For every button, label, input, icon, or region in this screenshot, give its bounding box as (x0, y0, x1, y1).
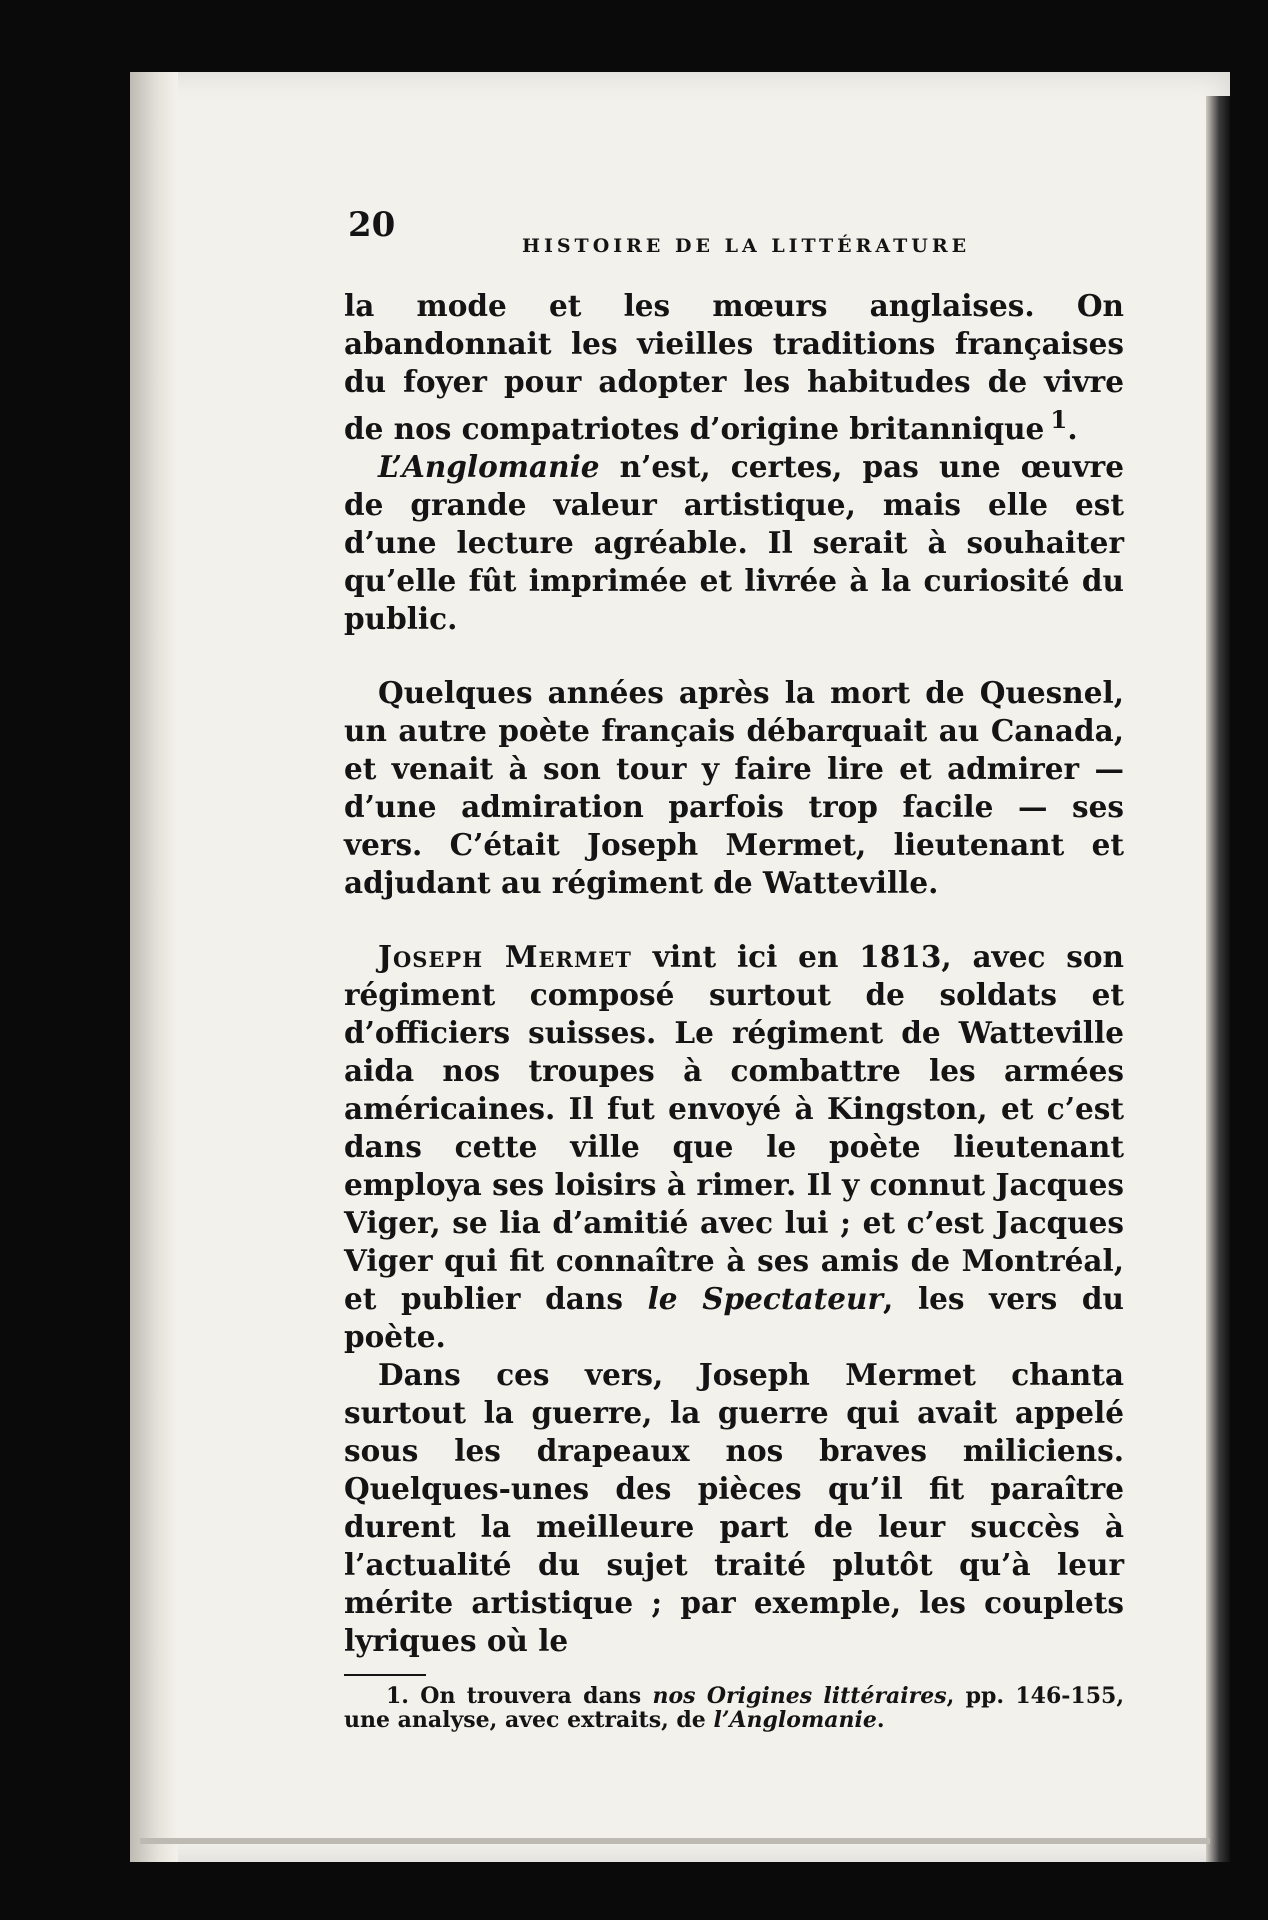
footnote-divider (344, 1674, 426, 1676)
page-header (344, 205, 1124, 265)
page-content (344, 205, 1124, 1732)
paragraph-5 (344, 1356, 1124, 1660)
paragraph-2-text: n’est, certes, pas une œuvre de grande valeur artistique, mais elle est d’une lecture agréable. Il serait à souhaiter qu’elle fût imprimée et livrée à la curiosité du public. (344, 448, 1124, 636)
page-right-edge (1206, 96, 1230, 1862)
paragraph-4-text-a: vint ici en 1813, avec son régiment composé surtout de soldats et d’officiers suisses. Le régiment de Watteville aida nos troupes à combattre les armées américaines. Il fut envoyé à Kingston, et c’est dans cette ville que le poète lieutenant employa ses loisirs à rimer. Il y connut Jacques Viger, se lia d’amitié avec lui ; et c’est Jacques Viger qui fit connaître à ses amis de Montréal, et publier dans (344, 938, 1124, 1316)
paragraph-5-text: Dans ces vers, Joseph Mermet chanta surtout la guerre, la guerre qui avait appelé sous les drapeaux nos braves miliciens. Quelques-unes des pièces qu’il fit paraître durent la meilleure part de leur succès à l’actualité du sujet traité plutôt qu’à leur mérite artistique ; par exemple, les couplets lyriques où le (344, 1356, 1124, 1658)
paragraph-1 (344, 287, 1124, 448)
footnote-marker: 1 (1050, 405, 1068, 434)
running-title: HISTOIRE DE LA LITTÉRATURE (522, 235, 971, 257)
paragraph-3 (344, 674, 1124, 902)
page-bottom-edge (140, 1838, 1210, 1844)
paragraph-3-text: Quelques années après la mort de Quesnel, un autre poète français débarquait au Canada, et venait à son tour y faire lire et admirer — d’une admiration parfois trop facile — ses vers. C’était Joseph Mermet, lieutenant et adjudant au régiment de Watteville. (344, 674, 1124, 900)
work-title-anglomanie: L’Anglomanie (378, 448, 600, 484)
page-number: 20 (348, 205, 396, 245)
footnote (344, 1684, 1124, 1732)
body-text (344, 287, 1124, 1660)
footnote-text-c: . (876, 1706, 885, 1733)
journal-title: le Spectateur (647, 1280, 884, 1316)
footnote-text-a: 1. On trouvera dans (386, 1682, 653, 1709)
paragraph-1-text: la mode et les mœurs anglaises. On abandonnait les vieilles traditions françaises du foyer pour adopter les habitudes de vivre de nos compatriotes d’origine britannique (344, 288, 1124, 446)
page-gutter-shadow (130, 72, 178, 1862)
footnote-book-title: nos Origines littéraires (652, 1682, 947, 1709)
paragraph-4 (344, 938, 1124, 1356)
footnote-text-b: , pp. 146-155, une analyse, avec extraits, de (344, 1682, 1124, 1733)
author-name-small-caps: Joseph Mermet (378, 938, 632, 974)
paragraph-1-end: . (1067, 410, 1078, 446)
footnote-work-title: l’Anglomanie (713, 1706, 877, 1733)
paragraph-2 (344, 448, 1124, 638)
paragraph-4-text-b: , les vers du poète. (344, 1280, 1124, 1354)
